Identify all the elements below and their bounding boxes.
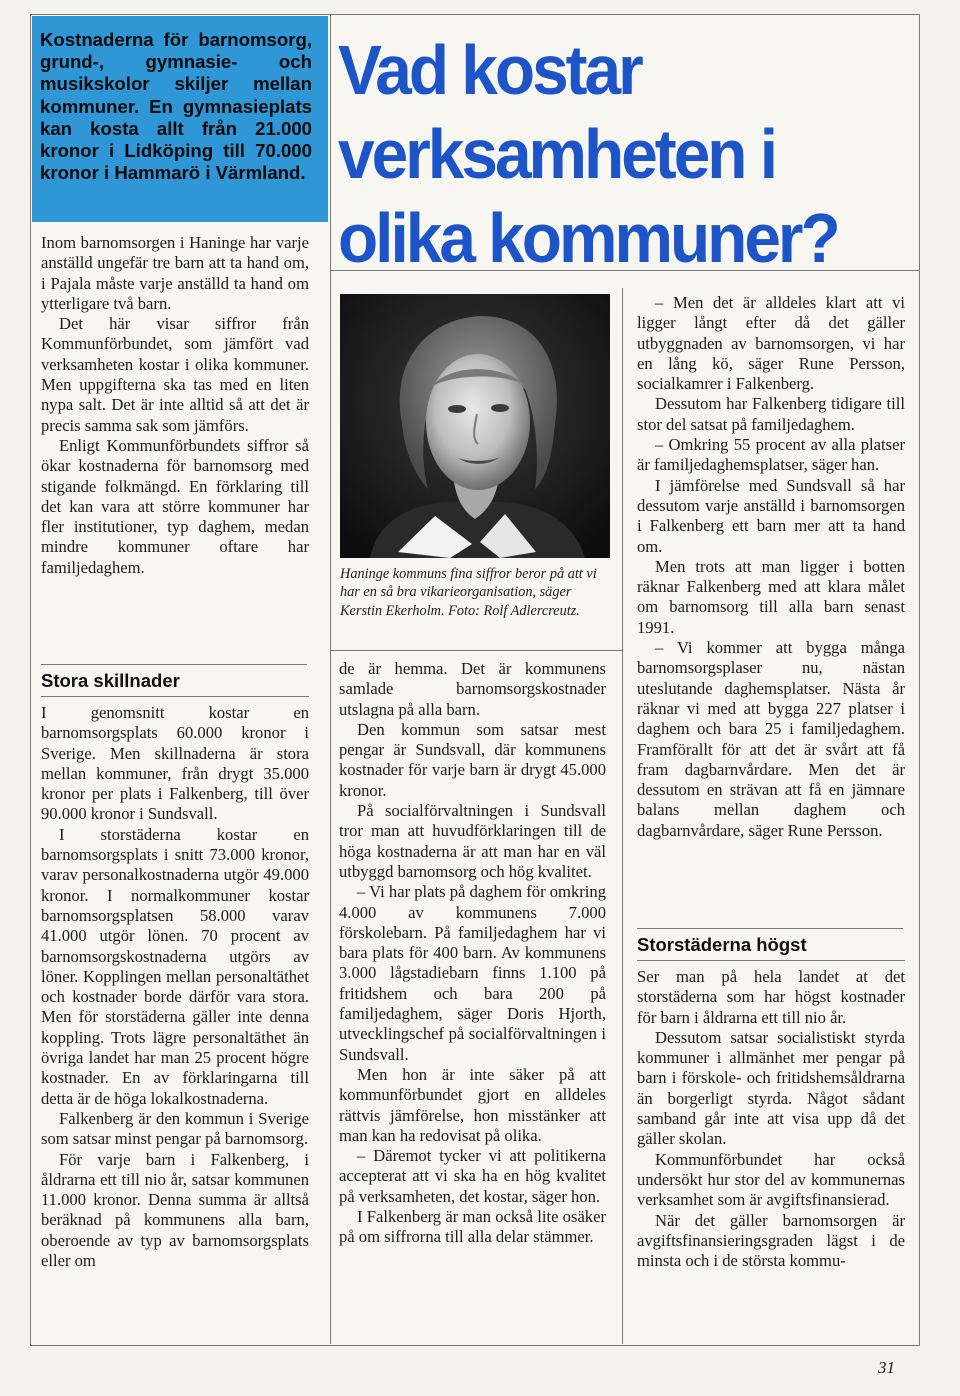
subhead-storstaderna-hogst: Storstäderna högst	[637, 934, 807, 955]
caption-rule	[331, 650, 622, 651]
column-1-cont	[41, 670, 309, 1271]
paragraph: När det gäller barnomsorgen är avgiftsfinansieringsgraden lägst i de minsta och i de största kommu-	[637, 1210, 905, 1271]
subhead-rule	[637, 928, 903, 929]
column-2	[339, 659, 606, 1248]
lede-text: Kostnaderna för barnomsorg, grund-, gymnasie- och musikskolor skiljer mellan kommuner. En gymnasieplats kan kosta allt från 21.000 kronor i Lidköping till 70.000 kronor i Hammarö i Värmland.	[40, 29, 312, 184]
paragraph: – Däremot tycker vi att politikerna accepterat att vi ska ha en hög kvalitet på verksamheten, det kostar, säger hon.	[339, 1146, 606, 1206]
subhead-stora-skillnader: Stora skillnader	[41, 670, 180, 691]
paragraph: Den kommun som satsar mest pengar är Sundsvall, där kommunens kostnader för varje barn är drygt 45.000 kronor.	[339, 719, 606, 800]
column-3	[637, 293, 905, 841]
column-3-cont	[637, 934, 905, 1271]
paragraph: I storstäderna kostar en barnomsorgsplats i snitt 73.000 kronor, varav personalkostnaderna utgör 49.000 kronor. I normalkommuner kostar barnomsorgsplatsen 58.000 varav 41.000 utgör lönen. 70 procent av barnomsorgskostnaderna utgörs av löner. Kopplingen mellan personaltäthet och kostnader borde därför vara stora. Men för storstäderna gäller inte denna koppling. Trots lägre personaltäthet än övriga landet har man 25 procent högre kostnader. En av förklaringarna till detta är de höga lokalkostnaderna.	[41, 824, 309, 1108]
paragraph: För varje barn i Falkenberg, i åldrarna ett till nio år, satsar kommunen 11.000 kronor. Denna summa är alltså beräknad på kommunens alla barn, oberoende av typ av barnomsorgsplats eller om	[41, 1149, 309, 1271]
paragraph: I Falkenberg är man också lite osäker på om siffrorna till alla delar stämmer.	[339, 1207, 606, 1247]
column-1	[41, 233, 309, 578]
paragraph: Men hon är inte säker på att kommunförbundet gjort en alldeles rättvis jämförelse, hon misstänker att man kan ha redovisat på olika.	[339, 1064, 606, 1145]
subhead-underline	[637, 960, 905, 961]
paragraph: Dessutom har Falkenberg tidigare till stor del satsat på familjedaghem.	[637, 394, 905, 434]
portrait-image	[340, 294, 610, 558]
paragraph: Ser man på hela landet at det storstäderna som har högst kostnader för barn i åldrarna ett till nio år.	[637, 967, 905, 1027]
paragraph: Dessutom satsar socialistiskt styrda kommuner i allmänhet mer pengar på barn i förskole- och fritidshemsåldrarna än borgerligt styrda. Något sådant samband går inte att visa upp då det gäller skolan.	[637, 1027, 905, 1149]
paragraph: Kommunförbundet har också undersökt hur stor del av kommunernas verksamhet som är avgiftsfinansierad.	[637, 1149, 905, 1210]
paragraph: – Omkring 55 procent av alla platser är familjedaghemsplatser, säger han.	[637, 435, 905, 475]
subhead-underline	[41, 696, 309, 697]
photo-caption: Haninge kommuns fina siffror beror på att vi har en så bra vikarieorganisation, säger Kerstin Ekerholm. Foto: Rolf Adlercreutz.	[340, 566, 597, 619]
headline: Vad kostar verksamheten i olika kommuner?	[338, 31, 838, 277]
paragraph: – Vi har plats på daghem för omkring 4.000 av kommunens 7.000 förskolebarn. På familjedaghem har vi bara plats för 400 barn. Av kommunens 3.000 lågstadiebarn finns 1.100 på fritidshem och bara 200 på familjedaghem, säger Doris Hjorth, utvecklingschef på socialförvaltningen i Sundsvall.	[339, 882, 606, 1064]
page-number: 31	[878, 1358, 895, 1377]
column-rule-right	[622, 288, 623, 1344]
paragraph: På socialförvaltningen i Sundsvall tror man att huvudförklaringen till de höga kostnaderna är att man har en väl utbyggd barnomsorg och hög kvalitet.	[339, 801, 606, 881]
subhead-rule	[41, 664, 307, 665]
paragraph: Inom barnomsorgen i Haninge har varje anställd ungefär tre barn att ta hand om, i Pajala måste varje anställd ta hand om ytterligare två barn.	[41, 233, 309, 313]
paragraph: I genomsnitt kostar en barnomsorgsplats 60.000 kronor i Sverige. Men skillnaderna är stora mellan kommuner, från drygt 35.000 kronor per plats i Falkenberg, till över 90.000 kronor i Sundsvall.	[41, 703, 309, 824]
paragraph: Men trots att man ligger i botten räknar Falkenberg med att klara målet om barnomsorg till alla barn senast 1991.	[637, 556, 905, 637]
paragraph: Det här visar siffror från Kommunförbundet, som jämfört vad verksamheten kostar i olika kommuner. Men uppgifterna ska tas med en liten nypa salt. Det är inte alltid så att det är precis samma sak som jämförs.	[41, 314, 309, 435]
paragraph: Enligt Kommunförbundets siffror så ökar kostnaderna för barnomsorg med stigande folkmängd. En förklaring till det kan vara att större kommuner har fler institutioner, typ daghem, medan mindre kommuner oftare har familjedaghem.	[41, 435, 309, 577]
paragraph: de är hemma. Det är kommunens samlade barnomsorgskostnader utslagna på alla barn.	[339, 659, 606, 719]
paragraph: Falkenberg är den kommun i Sverige som satsar minst pengar på barnomsorg.	[41, 1108, 309, 1149]
paragraph: I jämförelse med Sundsvall så har dessutom varje anställd i barnomsorgen i Falkenberg ett barn mer att ta hand om.	[637, 475, 905, 556]
paragraph: – Men det är alldeles klart att vi ligger långt efter då det gäller utbyggnaden av barnomsorgen, vi har en lång kö, säger Rune Persson, socialkamrer i Falkenberg.	[637, 293, 905, 394]
column-rule-left	[330, 14, 331, 1344]
portrait-photo	[340, 294, 610, 558]
paragraph: – Vi kommer att bygga många barnomsorgsplaser nu, nästan uteslutande daghemsplatser. Nästa år räknar vi med att bygga 227 platser i daghem och bara 25 i familjedaghem. Framförallt för att det är svårt att få fram dagbarnvårdare. Men det är dessutom en strävan att få en jämnare balans mellan daghem och dagbarnvårdare, säger Rune Persson.	[637, 638, 905, 840]
